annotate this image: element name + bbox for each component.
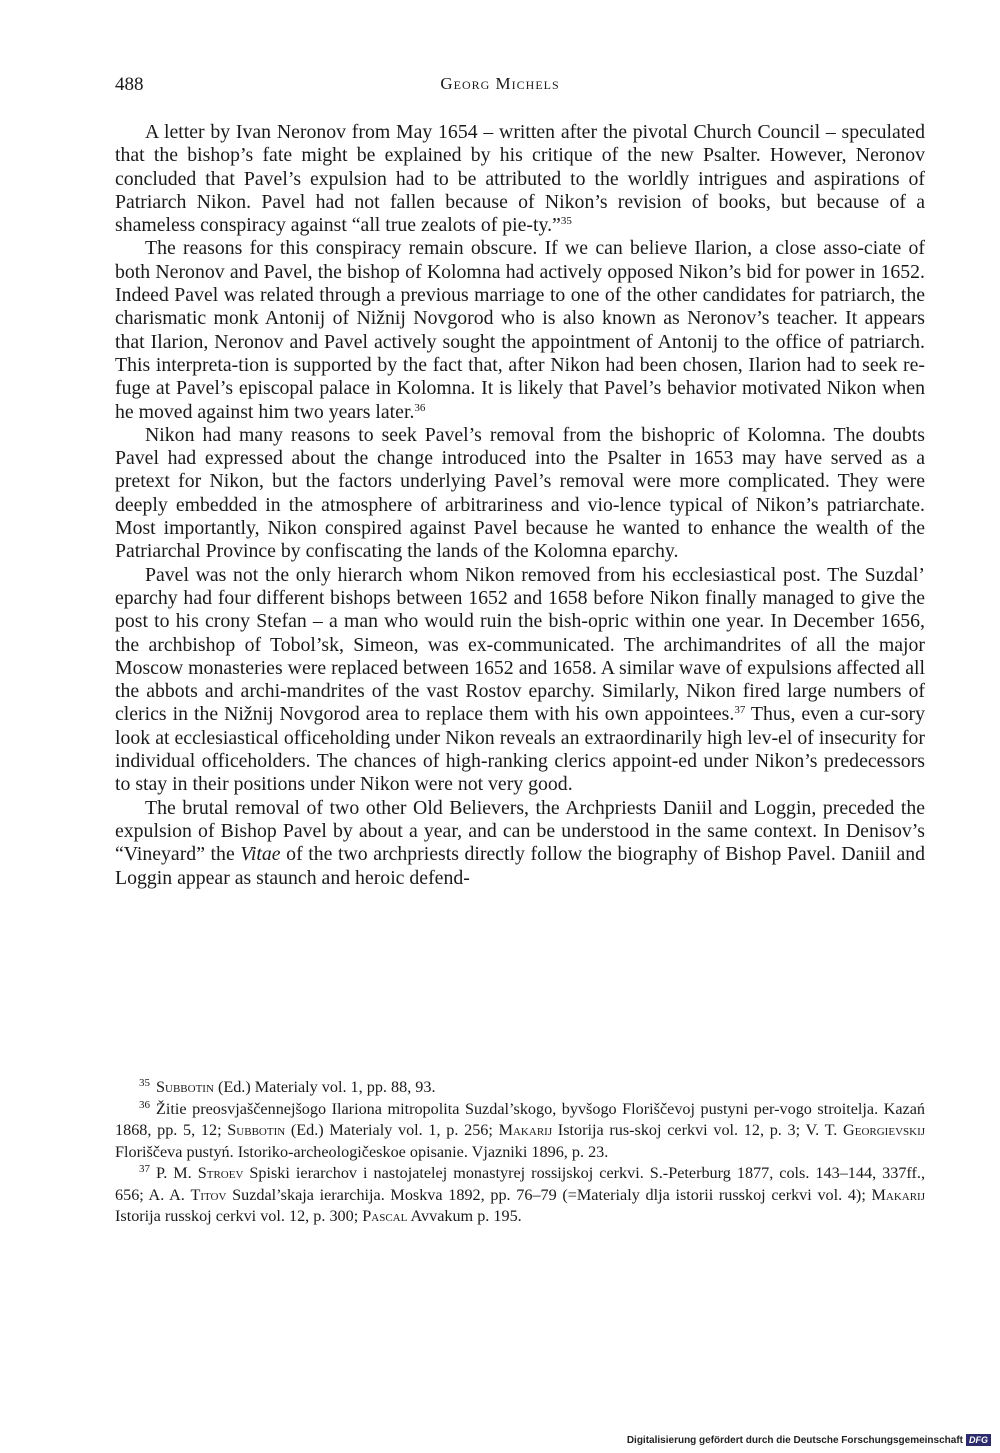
footnote-ref-35[interactable]: 35 [560, 215, 572, 228]
italic-vitae: Vitae [240, 843, 281, 866]
running-head: Georg Michels [440, 74, 560, 93]
page-number: 488 [115, 74, 144, 95]
paragraph-4: Pavel was not the only hierarch whom Nikon removed from his ecclesiastical post. The Suzdal’ eparchy had four different bishops between 1652 and 1658 before Nikon finally managed to give the post to his crony Stefan – a man who would ruin the bish-opric within one year. In December 1656, the archbishop of Tobol’sk, Simeon, was ex-communicated. The archimandrites of all the major Moscow monasteries were replaced between 1652 and 1658. A similar wave of expulsions affected all the abbots and archi-mandrites of the vast Rostov eparchy. Similarly, Nikon fired large numbers of clerics in the Nižnij Novgorod area to replace them with his own appointees.$^{37}$ Thus, even a cur-sory look at ecclesiastical officeholding under Nikon reveals an extraordinarily high lev-el of insecurity for individual officeholders. The chances of high-ranking clerics appoint-ed under Nikon’s predecessors to stay in their positions under Nikon were not very good. [115, 563, 925, 796]
footnotes [115, 1077, 925, 1228]
paragraph-1: A letter by Ivan Neronov from May 1654 – written after the pivotal Church Council – speculated that the bishop’s fate might be explained by his critique of the new Psalter. However, Neronov concluded that Pavel’s expulsion had to be attributed to the worldly intrigues and aspirations of Patriarch Nikon. Pavel had not fallen because of Nikon’s revision of books, but because of a shameless conspiracy against “all true zealots of pie-ty.”$^{35}$ [115, 121, 925, 237]
footnote-ref-36[interactable]: 36 [414, 401, 426, 414]
footnote-ref-37[interactable]: 37 [734, 704, 746, 717]
footnote-number: 36 [139, 1098, 150, 1111]
footnote-35: $^{35}$ Subbotin (Ed.) Materialy vol. 1, pp. 88, 93. [139, 1077, 436, 1096]
paragraph-5: The brutal removal of two other Old Believers, the Archpriests Daniil and Loggin, preceded the expulsion of Bishop Pavel by about a year, and can be understood in the same context. In Denisov’s “Vineyard” the Vitae of the two archpriests directly follow the biography of Bishop Pavel. Daniil and Loggin appear as staunch and heroic defend- [115, 796, 925, 889]
paragraph-2: The reasons for this conspiracy remain obscure. If we can believe Ilarion, a close asso-ciate of both Neronov and Pavel, the bishop of Kolomna had actively opposed Nikon’s bid for power in 1652. Indeed Pavel was related through a previous marriage to one of the other candidates for patriarch, the charismatic monk Antonij of Nižnij Novgorod who is also known as Neronov’s teacher. It appears that Ilarion, Neronov and Pavel actively sought the appointment of Antonij to the office of patriarch. This interpreta-tion is supported by the fact that, after Nikon had been chosen, Ilarion had to seek re-fuge at Pavel’s episcopal palace in Kolomna. It is likely that Pavel’s behavior motivated Nikon when he moved against him two years later.$^{36}$ [115, 237, 925, 423]
body-text [115, 121, 925, 890]
dfg-logo: DFG [966, 1434, 991, 1446]
footnote-number: 37 [139, 1163, 150, 1175]
footnote-36: $^{36}$ Žitie preosvjaščennejšogo Ilariona mitropolita Suzdal’skogo, byvšogo Floriščevoj pustyni per-vogo stroitelja. Kazań 1868, pp. 5, 12; Subbotin (Ed.) Materialy vol. 1, p. 256; Makarij Istorija rus-skoj cerkvi vol. 12, p. 3; V. T. Georgievskij Floriščeva pustyń. Istoriko-archeologičeskoe opisanie. Vjazniki 1896, p. 23. [115, 1098, 926, 1161]
paragraph-3: Nikon had many reasons to seek Pavel’s removal from the bishopric of Kolomna. The doubts Pavel had expressed about the change introduced into the Psalter in 1653 may have served as a pretext for Nikon, but the factors underlying Pavel’s removal were more complicated. They were deeply embedded in the atmosphere of arbitrariness and vio-lence typical of Nikon’s patriarchate. Most importantly, Nikon conspired against Pavel because he wanted to enhance the wealth of the Patriarchal Province by confiscating the lands of the Kolomna eparchy. [115, 423, 925, 563]
footnote-37: $^{37}$ P. M. Stroev Spiski ierarchov i nastojatelej monastyrej rossijskoj cerkvi. S.-Peterburg 1877, cols. 143–144, 337ff., 656; A. A. Titov Suzdal’skaja ierarchija. Moskva 1892, pp. 76–79 (=Materialy dlja istorii russkoj cerkvi vol. 4); Makarij Istorija russkoj cerkvi vol. 12, p. 300; Pascal Avvakum p. 195. [115, 1163, 926, 1225]
digitization-banner [627, 1434, 991, 1446]
banner-text: Digitalisierung gefördert durch die Deutsche Forschungsgemeinschaft [626, 1434, 963, 1446]
footnote-number: 35 [139, 1077, 150, 1089]
